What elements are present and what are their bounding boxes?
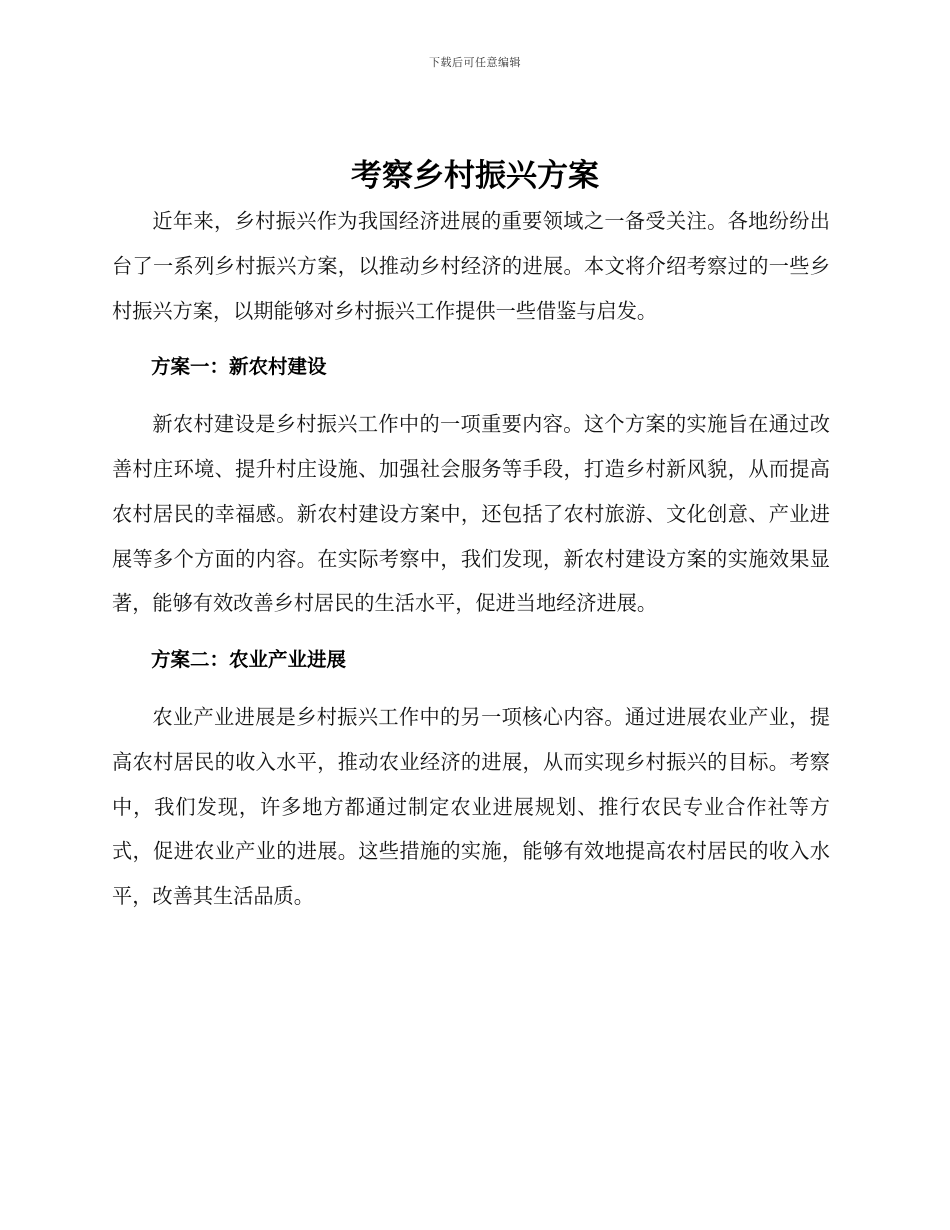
- document-title: 考察乡村振兴方案: [351, 158, 599, 194]
- section-body-1: 新农村建设是乡村振兴工作中的一项重要内容。这个方案的实施旨在通过改善村庄环境、提升村庄设施、加强社会服务等手段，打造乡村新风貌，从而提高农村居民的幸福感。新农村建设方案中，还包括了农村旅游、文化创意、产业进展等多个方面的内容。在实际考察中，我们发现，新农村建设方案的实施效果显著，能够有效改善乡村居民的生活水平，促进当地经济进展。: [112, 412, 830, 616]
- header-note: 下载后可任意编辑: [429, 56, 521, 69]
- section-body-2: 农业产业进展是乡村振兴工作中的另一项核心内容。通过进展农业产业，提高农村居民的收入水平，推动农业经济的进展，从而实现乡村振兴的目标。考察中，我们发现，许多地方都通过制定农业进展规划、推行农民专业合作社等方式，促进农业产业的进展。这些措施的实施，能够有效地提高农村居民的收入水平，改善其生活品质。: [112, 704, 830, 909]
- document-body: [112, 199, 830, 919]
- section-heading-2: 方案二：农业产业进展: [151, 648, 347, 672]
- section-heading-1: 方案一：新农村建设: [151, 355, 327, 379]
- intro-paragraph: 近年来，乡村振兴作为我国经济进展的重要领域之一备受关注。各地纷纷出台了一系列乡村振兴方案，以推动乡村经济的进展。本文将介绍考察过的一些乡村振兴方案，以期能够对乡村振兴工作提供一些借鉴与启发。: [112, 209, 830, 323]
